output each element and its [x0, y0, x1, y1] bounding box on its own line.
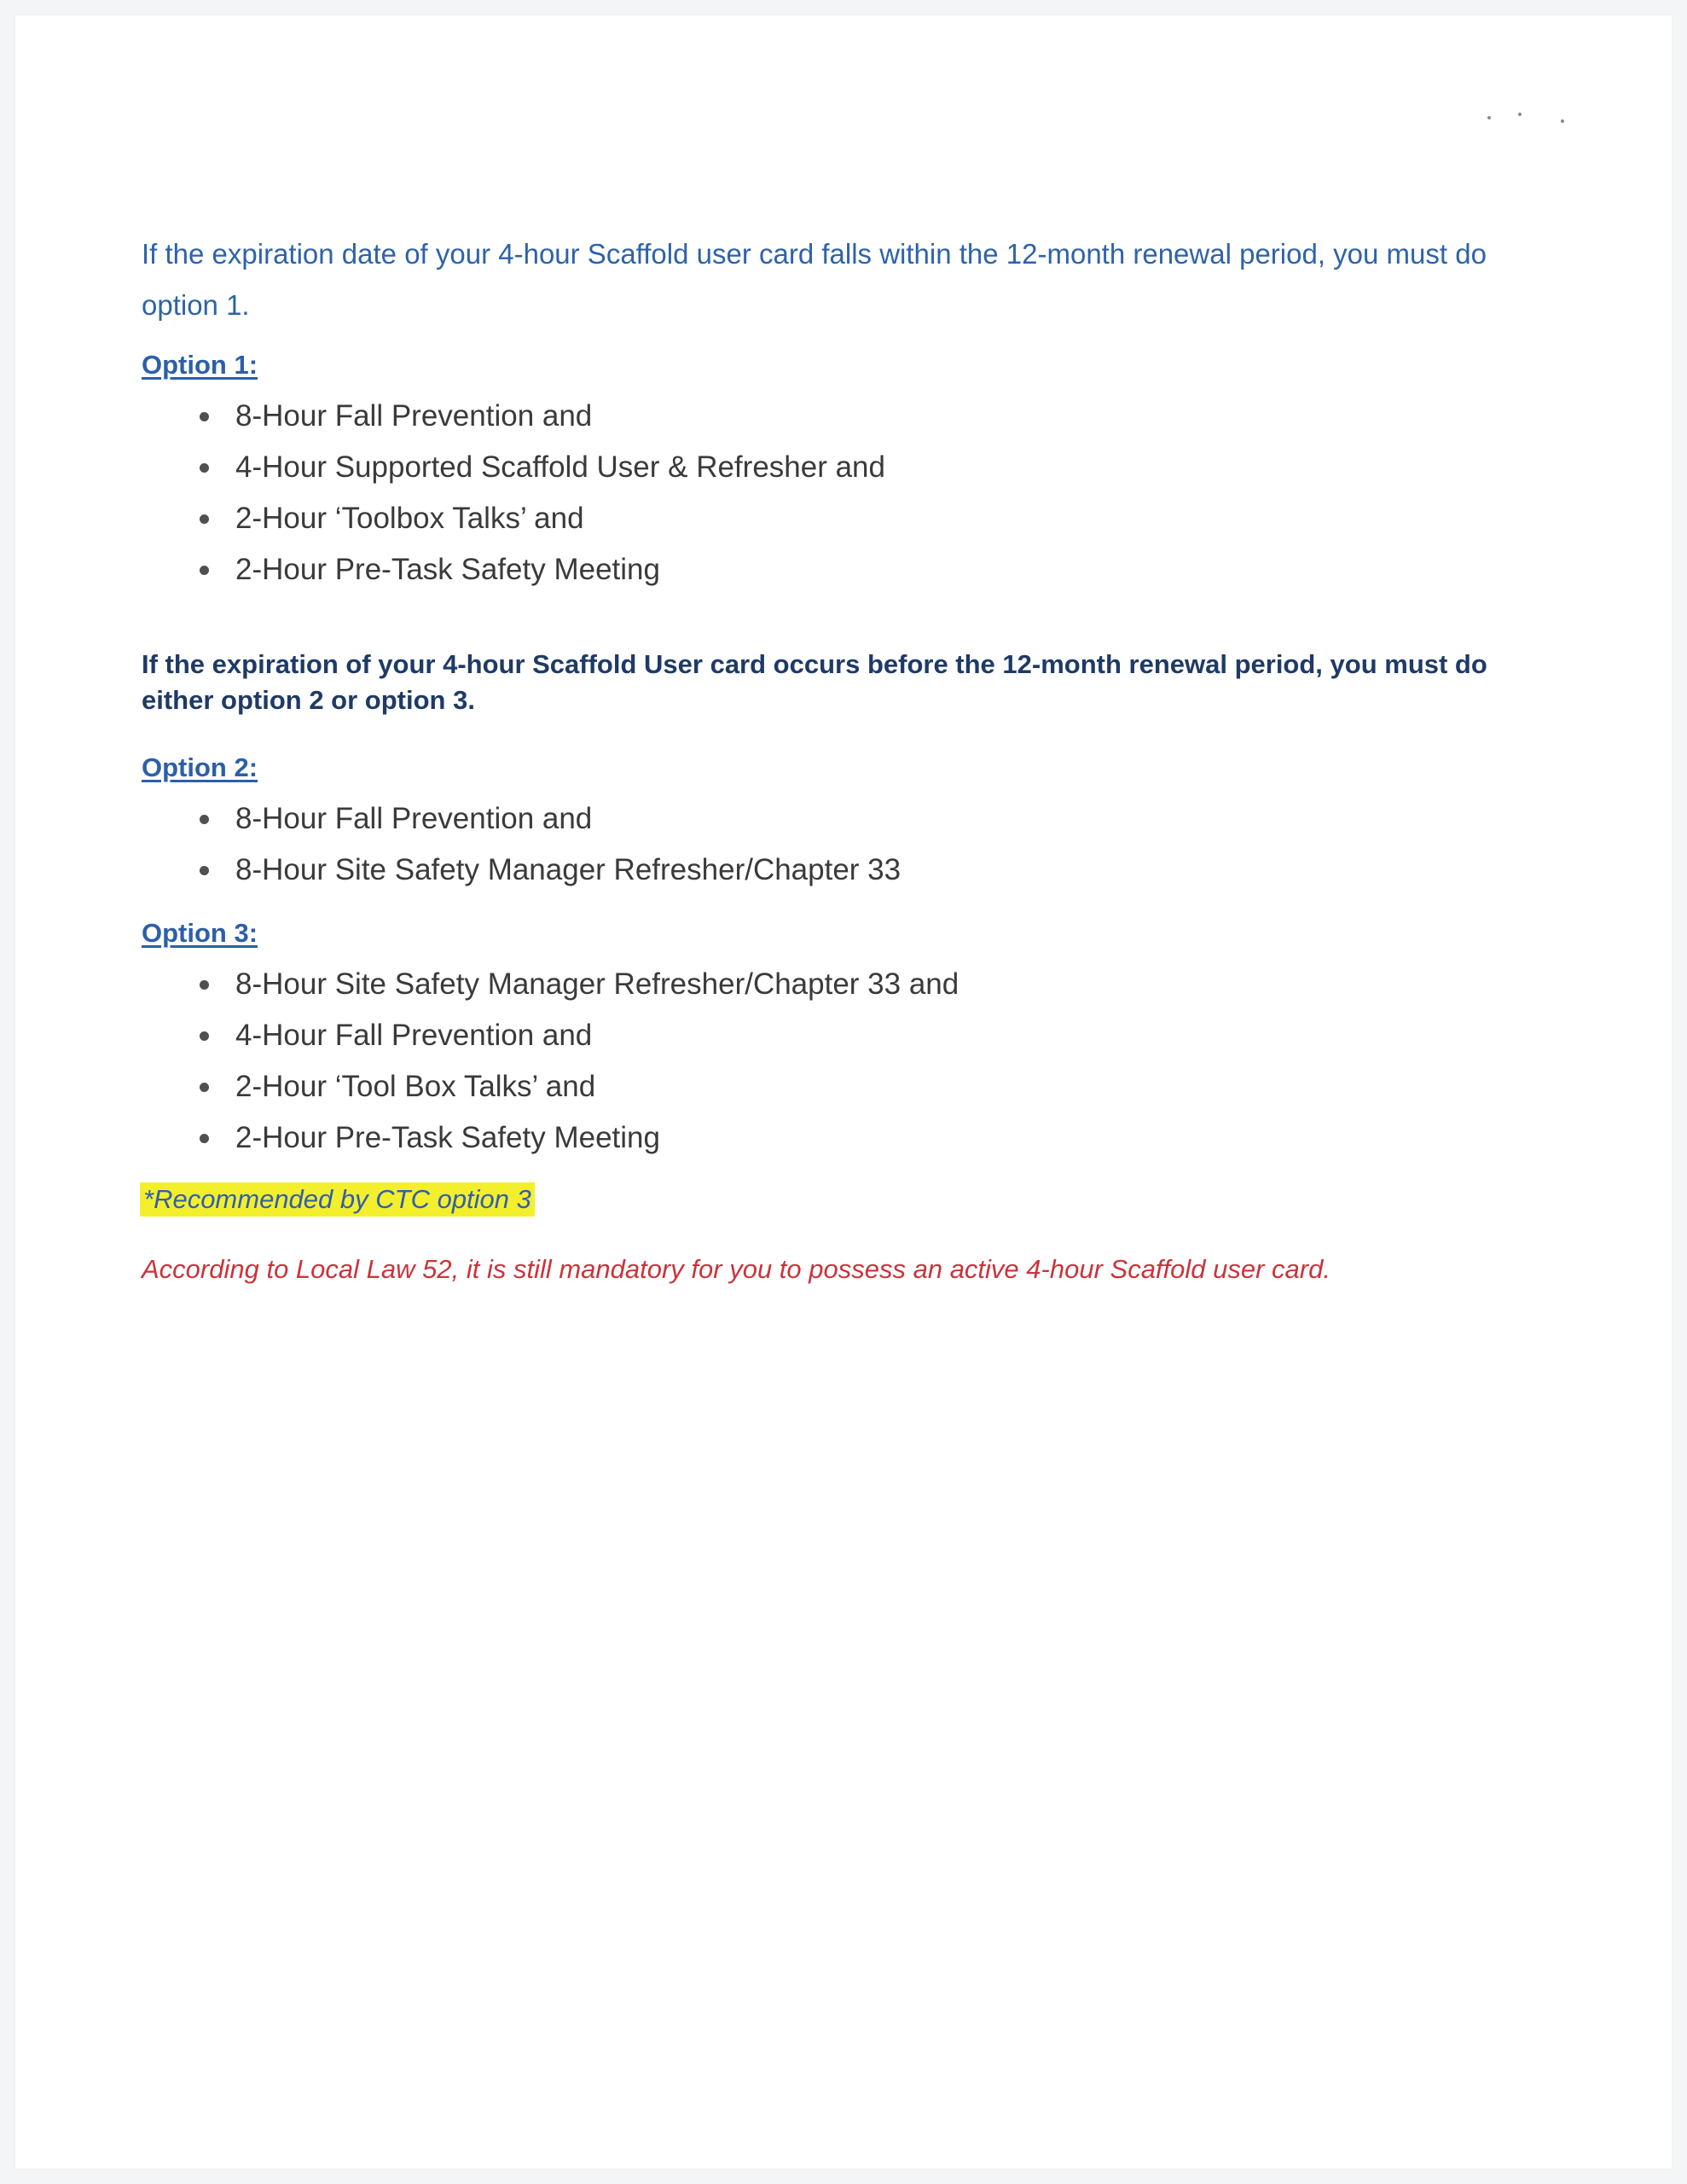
scan-speck: [1487, 116, 1491, 119]
bullet-icon: [200, 815, 209, 824]
bullet-icon: [200, 1083, 209, 1092]
bullet-icon: [200, 514, 209, 524]
option1-intro-paragraph: If the expiration date of your 4-hour Scaffold user card falls within the 12-month renewal period, you must do option 1.: [142, 238, 1487, 321]
list-item: [142, 959, 1523, 1010]
option2-3-intro-paragraph: If the expiration of your 4-hour Scaffold User card occurs before the 12-month renewal period, you must do either option 2 or option 3.: [142, 649, 1487, 715]
list-item-text: 8-Hour Fall Prevention and: [235, 802, 593, 835]
list-item: [142, 1112, 1523, 1164]
bullet-icon: [200, 1031, 209, 1041]
list-item: [142, 845, 1523, 896]
list-item: [142, 1010, 1523, 1061]
list-item-text: 4-Hour Supported Scaffold User & Refresher and: [235, 450, 885, 484]
list-item-text: 8-Hour Fall Prevention and: [235, 399, 593, 433]
option1-list: [142, 391, 1523, 595]
option2-heading: Option 2:: [142, 752, 258, 782]
bullet-icon: [200, 980, 209, 990]
bullet-icon: [200, 412, 209, 421]
bullet-icon: [200, 566, 209, 575]
list-item: [142, 493, 1523, 544]
list-item: [142, 1061, 1523, 1112]
list-item-text: 8-Hour Site Safety Manager Refresher/Chapter 33: [235, 853, 901, 886]
bullet-icon: [200, 463, 209, 473]
option3-heading: Option 3:: [142, 918, 258, 948]
recommendation-note: *Recommended by CTC option 3: [140, 1182, 535, 1217]
list-item: [142, 793, 1523, 845]
recommendation-row: [142, 1182, 1523, 1217]
list-item-text: 4-Hour Fall Prevention and: [235, 1019, 593, 1052]
scan-speck: [1518, 113, 1522, 116]
list-item-text: 2-Hour Pre-Task Safety Meeting: [235, 553, 660, 586]
scan-speck: [1561, 119, 1564, 123]
local-law-note: According to Local Law 52, it is still mandatory for you to possess an active 4-hour Scaffold user card.: [142, 1254, 1330, 1284]
list-item: [142, 442, 1523, 493]
option1-heading: Option 1:: [142, 350, 258, 380]
list-item-text: 2-Hour ‘Tool Box Talks’ and: [235, 1070, 596, 1103]
bullet-icon: [200, 866, 209, 875]
list-item: [142, 391, 1523, 442]
document-page: [15, 15, 1672, 2169]
list-item-text: 8-Hour Site Safety Manager Refresher/Chapter 33 and: [235, 967, 959, 1001]
document-content: [142, 229, 1523, 1287]
option2-list: [142, 793, 1523, 896]
list-item: [142, 544, 1523, 595]
bullet-icon: [200, 1134, 209, 1143]
list-item-text: 2-Hour Pre-Task Safety Meeting: [235, 1121, 660, 1154]
list-item-text: 2-Hour ‘Toolbox Talks’ and: [235, 502, 584, 535]
option3-list: [142, 959, 1523, 1164]
